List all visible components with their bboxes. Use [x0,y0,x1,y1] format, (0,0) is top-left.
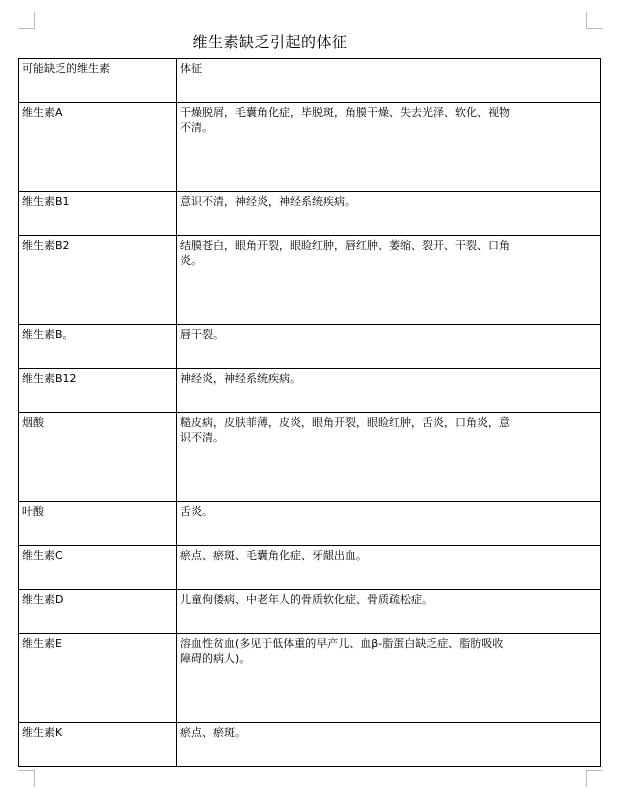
table-row [19,192,601,236]
table-row [19,502,601,546]
vitamin-deficiency-table [18,58,601,767]
symptom-cell [177,369,601,413]
symptom-text: 结膜苍白，眼角开裂，眼睑红肿，唇红肿、萎缩、裂开、干裂、口角炎。 [180,239,510,267]
table-row [19,369,601,413]
symptom-cell [177,192,601,236]
vitamin-cell: 烟酸 [19,413,177,502]
symptom-text: 糙皮病，皮肤菲薄，皮炎，眼角开裂，眼睑红肿，舌炎，口角炎，意识不清。 [180,416,510,444]
symptom-text: 舌炎。 [180,505,213,518]
symptom-text: 溶血性贫血(多见于低体重的早产儿、血β-脂蛋白缺乏症、脂肪吸收障碍的病人)。 [180,637,504,665]
symptom-text: 唇干裂。 [180,328,224,341]
table-row [19,590,601,634]
table-row [19,723,601,767]
vitamin-cell: 维生素B12 [19,369,177,413]
page-corner-mark-bottom-right [586,770,603,787]
table-row [19,546,601,590]
symptom-cell [177,103,601,192]
symptom-cell [177,325,601,369]
vitamin-cell: 叶酸 [19,502,177,546]
symptom-cell [177,634,601,723]
header-cell-symptoms: 体征 [177,59,601,103]
page-corner-mark-bottom-left [18,770,35,787]
page-corner-mark-top-right [586,12,603,29]
document-title: 维生素缺乏引起的体征 [192,33,348,51]
symptom-cell [177,590,601,634]
symptom-text: 瘀点、瘀斑、毛囊角化症、牙龈出血。 [180,549,367,562]
symptom-text: 儿童佝偻病、中老年人的骨质软化症、骨质疏松症。 [180,593,433,606]
symptom-cell [177,546,601,590]
table-row [19,634,601,723]
vitamin-cell: 维生素A [19,103,177,192]
vitamin-cell: 维生素B1 [19,192,177,236]
symptom-cell [177,413,601,502]
header-cell-vitamin: 可能缺乏的维生素 [19,59,177,103]
symptom-text: 意识不清，神经炎，神经系统疾病。 [180,195,356,208]
table-header-row [19,59,601,103]
symptom-text: 神经炎，神经系统疾病。 [180,372,301,385]
vitamin-cell: 维生素K [19,723,177,767]
vitamin-cell: 维生素B2 [19,236,177,325]
page-corner-mark-top-left [18,12,35,29]
vitamin-cell: 维生素B。 [19,325,177,369]
symptom-text: 干燥脱屑，毛囊角化症，毕脱斑，角膜干燥、失去光泽、软化、视物不清。 [180,106,510,134]
vitamin-cell: 维生素D [19,590,177,634]
table-row [19,325,601,369]
symptom-text: 瘀点、瘀斑。 [180,726,246,739]
table-row [19,103,601,192]
symptom-cell [177,723,601,767]
table-row [19,236,601,325]
symptom-cell [177,236,601,325]
vitamin-cell: 维生素E [19,634,177,723]
symptom-cell [177,502,601,546]
table-row [19,413,601,502]
vitamin-cell: 维生素C [19,546,177,590]
